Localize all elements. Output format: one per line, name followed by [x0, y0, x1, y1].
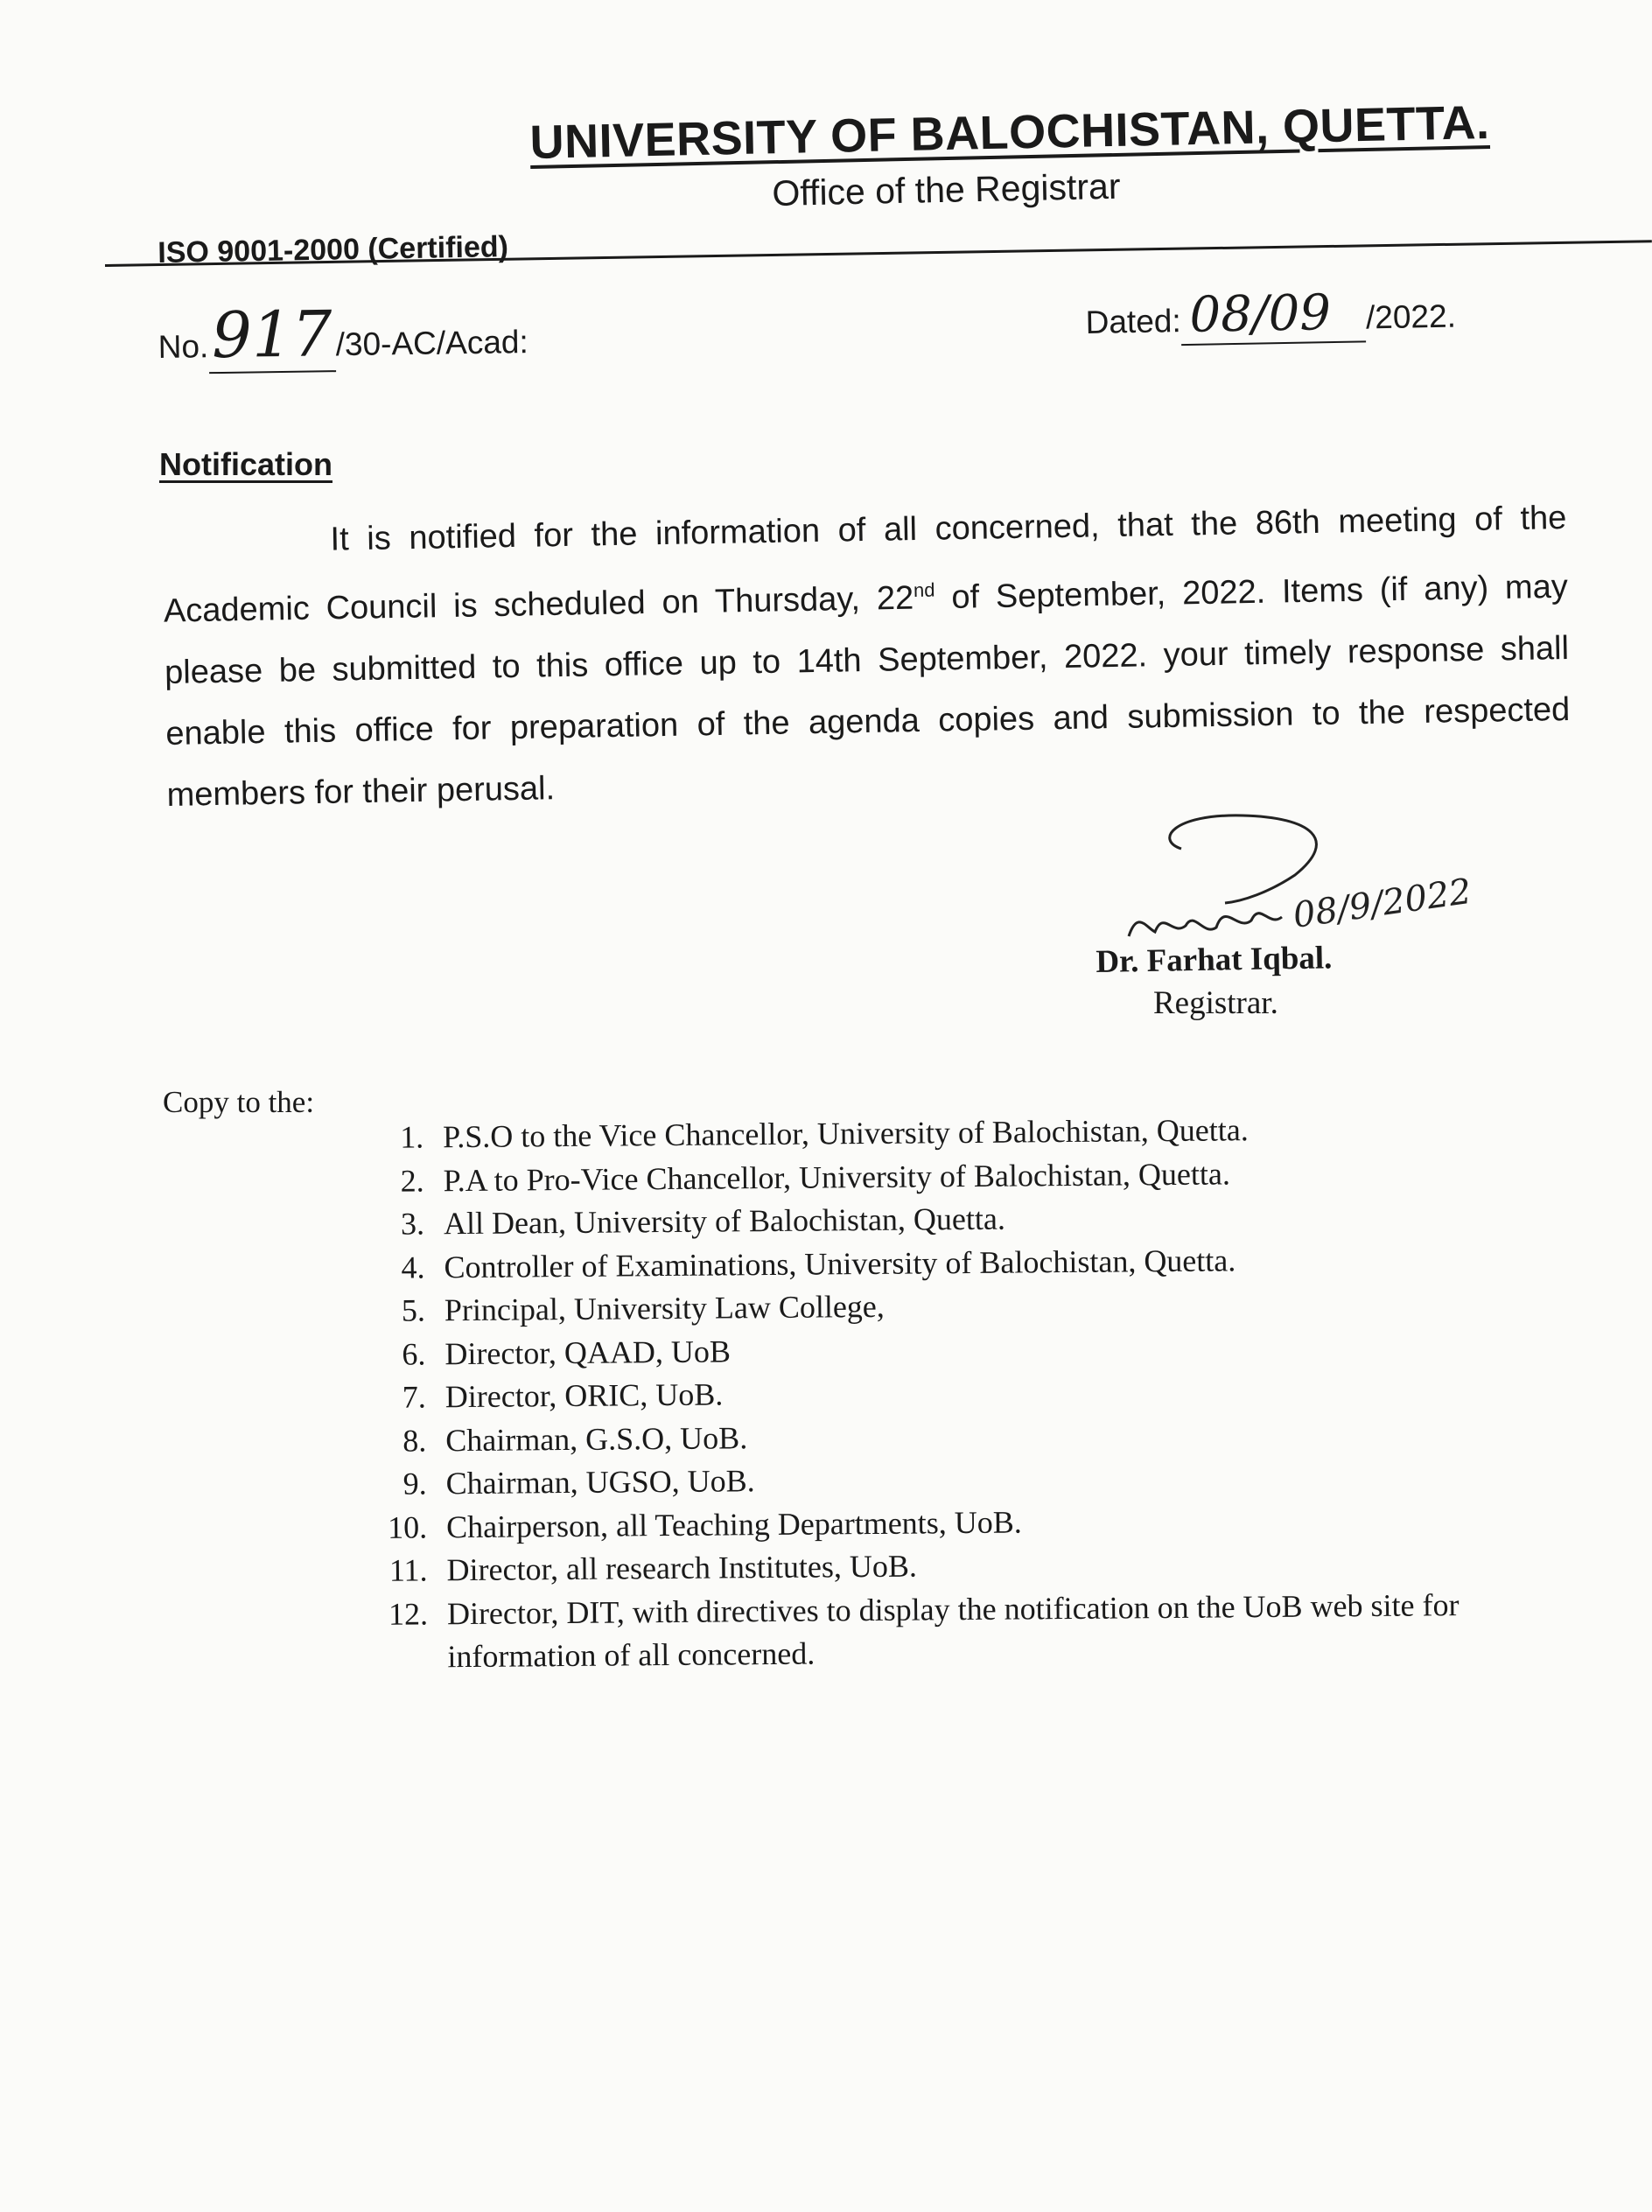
list-item: 5. Principal, University Law College, [401, 1288, 885, 1328]
dated-label: Dated: [1085, 303, 1182, 340]
dated-year: /2022. [1365, 298, 1457, 336]
reference-number [158, 297, 529, 373]
signature-scrawl [1129, 914, 1282, 936]
list-item: 1. P.S.O to the Vice Chancellor, University of Balochistan, Quetta. [400, 1112, 1249, 1155]
copy-to-list [368, 1106, 1589, 1680]
notification-body [162, 487, 1572, 826]
list-item: 3. All Dean, University of Balochistan, Quetta. [400, 1200, 1006, 1242]
list-item: 9. Chairman, UGSO, UoB. [402, 1463, 755, 1502]
list-item: 12. Director, DIT, with directives to display the notification on the UoB web site for information of all concerned. [388, 1586, 1460, 1675]
ref-no-label: No. [158, 328, 209, 365]
list-item: 10. Chairperson, all Teaching Departments, UoB. [387, 1503, 1022, 1545]
list-item: 8. Chairman, G.S.O, UoB. [402, 1419, 748, 1459]
iso-certification: ISO 9001-2000 (Certified) [158, 230, 509, 270]
university-title: UNIVERSITY OF BALOCHISTAN, QUETTA. [529, 96, 1491, 169]
list-item: 7. Director, ORIC, UoB. [402, 1376, 724, 1415]
dated-line [1085, 283, 1456, 346]
office-subtitle: Office of the Registrar [772, 165, 1121, 214]
list-item: 4. Controller of Examinations, University of Balochistan, Quetta. [401, 1242, 1236, 1285]
copy-to-label: Copy to the: [163, 1085, 315, 1119]
body-text-part1: It is notified for the information of all concerned, that the 86th meeting of the Academic Council is scheduled on Thursday, 22 [163, 499, 1567, 630]
body-superscript: nd [913, 578, 935, 602]
body-text-part2: of September, 2022. Items (if any) may please be submitted to this office up to 14th September, 2022. your timely response shall enable this office for preparation of the agenda copies and submission to the respected members for their perusal. [164, 568, 1571, 814]
ref-no-handwritten: 917 [207, 297, 336, 374]
signatory-title: Registrar. [1153, 985, 1278, 1021]
signature-date: 08/9/2022 [1290, 871, 1474, 936]
list-item: 11. Director, all research Institutes, UoB. [388, 1548, 918, 1588]
signatory-name: Dr. Farhat Iqbal. [1096, 940, 1333, 980]
list-item: 2. P.A to Pro-Vice Chancellor, University of Balochistan, Quetta. [400, 1155, 1231, 1199]
ref-no-suffix: /30-AC/Acad: [335, 324, 529, 363]
list-item: 6. Director, QAAD, UoB [402, 1333, 732, 1372]
dated-handwritten: 08/09 [1180, 284, 1367, 346]
notification-heading: Notification [159, 446, 332, 482]
signature-loop [1170, 816, 1317, 903]
